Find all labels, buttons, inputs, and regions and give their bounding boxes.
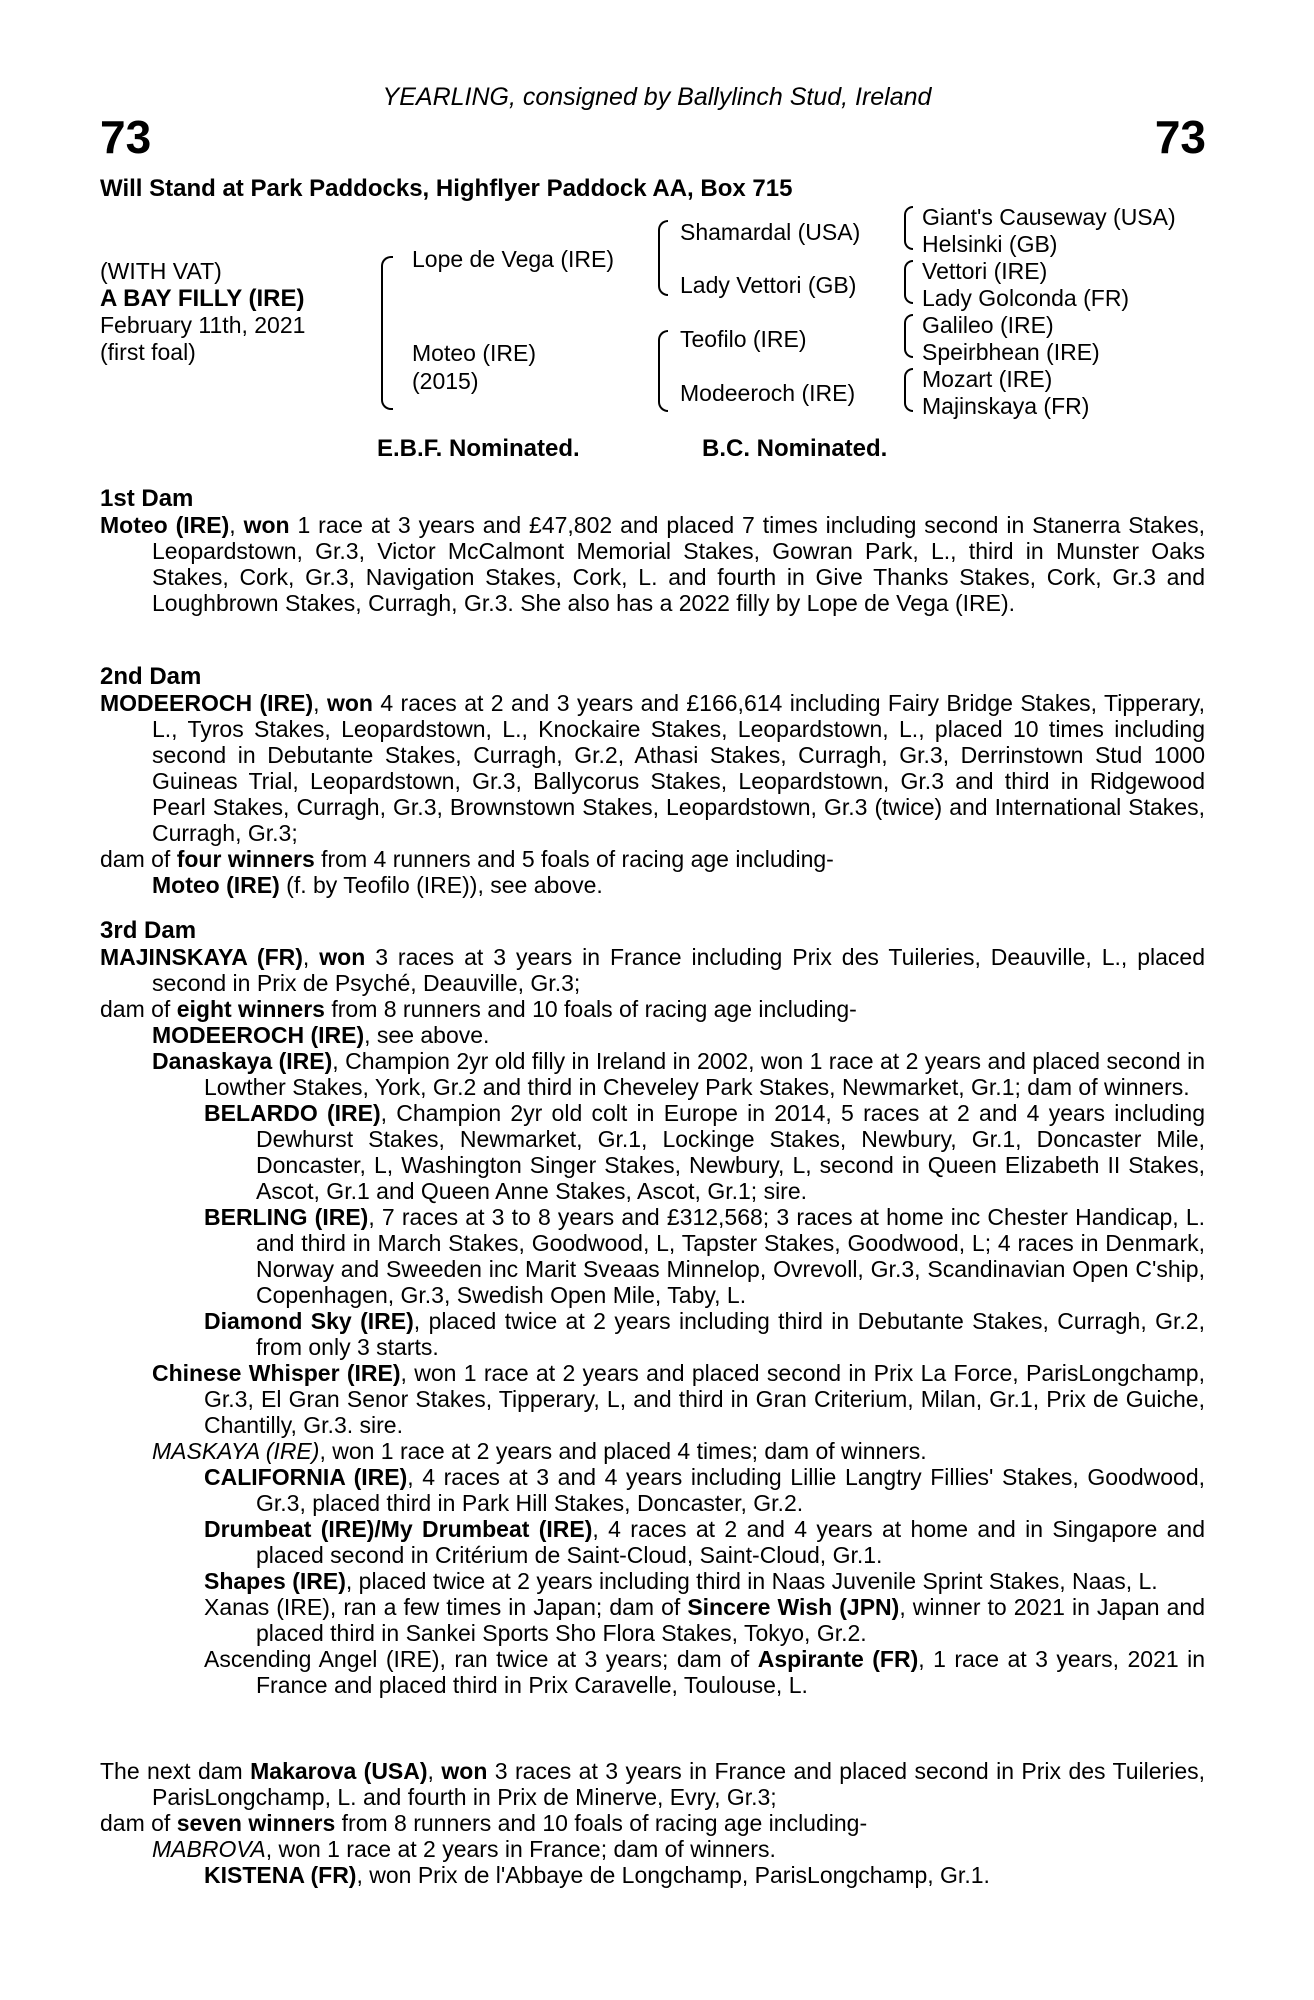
progeny-entry [100,1594,1205,1646]
progeny-entry [100,1438,1205,1464]
progeny-text: , won 1 race at 2 years in France; dam of winners. [265,1836,776,1862]
second-dam-section [100,664,1205,898]
progeny-name: KISTENA (FR) [204,1862,357,1888]
lot-number-left: 73 [100,111,152,163]
section-heading: 3rd Dam [100,917,197,944]
pedigree-dam-dam: Modeeroch (IRE) [680,380,856,406]
pedigree-sire-dam: Lady Vettori (GB) [680,272,857,298]
progeny-entry [100,1862,1205,1888]
stand-location: Will Stand at Park Paddocks, Highflyer Paddock AA, Box 715 [100,175,793,202]
dam-of-line [100,846,1205,872]
dam-text: 3 races at 3 years in France including Prix des Tuileries, Deauville, L., placed second in Prix de Psyché, Deauville, Gr.3; [152,944,1206,996]
dam-name: Moteo (IRE) [100,512,230,538]
progeny-text: , won 1 race at 2 years and placed second in Prix La Force, ParisLongchamp, Gr.3, El Gran Senor Stakes, Tipperary, L, and third in Gran Criterium, Milan, Gr.1, Prix de Guiche, Chantilly, Gr.3. sire. [204,1360,1205,1438]
progeny-entry [100,1204,1205,1308]
pedigree-g1: Giant's Causeway (USA) [922,204,1176,230]
section-heading: 1st Dam [100,485,194,512]
next-dam-pre: The next dam [100,1758,251,1784]
progeny-text: , Champion 2yr old filly in Ireland in 2002, won 1 race at 2 years and placed second in Lowther Stakes, York, Gr.2 and third in Cheveley Park Stakes, Newmarket, Gr.1; dam of winners. [204,1048,1205,1100]
dam-record: The next dam Makarova (USA), won 3 races at 3 years in France and placed second in Prix des Tuileries, ParisLongchamp, L. and fourth in Prix de Minerve, Evry, Gr.3; [100,1758,1205,1810]
dam-record: Moteo (IRE), won 1 race at 3 years and £47,802 and placed 7 times including second in Stanerra Stakes, Leopardstown, Gr.3, Victor McCalmont Memorial Stakes, Gowran Park, L., third in Munster Oaks Stakes, Cork, Gr.3, Navigation Stakes, Cork, L. and fourth in Give Thanks Stakes, Cork, Gr.3 and Loughbrown Stakes, Curragh, Gr.3. She also has a 2022 filly by Lope de Vega (IRE). [100,512,1205,616]
dam-of-post: from 8 runners and 10 foals of racing age including- [324,996,857,1022]
progeny-text: , won Prix de l'Abbaye de Longchamp, ParisLongchamp, Gr.1. [356,1862,990,1888]
horse-info [100,258,305,366]
progeny-name: Moteo (IRE) [152,872,280,898]
winners-count: eight winners [176,996,325,1022]
consignment-line: YEARLING, consigned by Ballylinch Stud, Ireland [382,83,932,111]
pedigree-dam-sire: Teofilo (IRE) [680,326,807,352]
third-dam-section [100,918,1205,1698]
progeny-name: Drumbeat (IRE)/My Drumbeat (IRE) [204,1516,593,1542]
progeny-entry [100,1516,1205,1568]
progeny-text: , placed twice at 2 years including third in Naas Juvenile Sprint Stakes, Naas, L. [345,1568,1158,1594]
pedigree-brace-main [381,256,393,410]
progeny-name: BELARDO (IRE) [204,1100,381,1126]
pedigree-brace-dam [658,330,668,412]
progeny-text: , 4 races at 2 and 4 years at home and in Singapore and placed second in Critérium de Saint-Cloud, Saint-Cloud, Gr.1. [256,1516,1205,1568]
next-dam-section [100,1758,1205,1888]
dam-record: MODEEROCH (IRE), won 4 races at 2 and 3 years and £166,614 including Fairy Bridge Stakes, Tipperary, L., Tyros Stakes, Leopardstown, L., Knockaire Stakes, Leopardstown, L., placed 10 times including second in Debutante Stakes, Curragh, Gr.2, Athasi Stakes, Curragh, Gr.3, Derrinstown Stud 1000 Guineas Trial, Leopardstown, Gr.3, Ballycorus Stakes, Leopardstown, Gr.3 and third in Ridgewood Pearl Stakes, Curragh, Gr.3, Brownstown Stakes, Leopardstown, Gr.3 (twice) and International Stakes, Curragh, Gr.3; [100,690,1205,846]
pedigree-g6: Speirbhean (IRE) [922,339,1100,365]
dam-text: 3 races at 3 years in France and placed second in Prix des Tuileries, ParisLongchamp, L. and fourth in Prix de Minerve, Evry, Gr.3; [152,1758,1205,1810]
progeny-entry [100,1360,1205,1438]
progeny-entry [100,1022,1205,1048]
pedigree-g5: Galileo (IRE) [922,312,1054,338]
pedigree-dam: Moteo (IRE) [412,340,536,366]
pedigree-brace-sire [658,220,668,296]
pedigree-sire: Lope de Vega (IRE) [412,246,615,272]
progeny-name: Shapes (IRE) [204,1568,346,1594]
dam-of-post: from 8 runners and 10 foals of racing age including- [335,1810,868,1836]
dam-of-post: from 4 runners and 5 foals of racing age including- [314,846,834,872]
foaling-date: February 11th, 2021 [100,312,306,338]
progeny-name: Danaskaya (IRE) [152,1048,333,1074]
first-dam-section [100,486,1205,616]
dam-of-line [100,1810,1205,1836]
progeny-name: MASKAYA (IRE) [152,1438,320,1464]
progeny-text: , 7 races at 3 to 8 years and £312,568; 3 races at home inc Chester Handicap, L. and third in March Stakes, Goodwood, L, Tapster Stakes, Goodwood, L; 4 races in Denmark, Norway and Sweeden inc Marit Sveaas Minnelop, Ovrevoll, Gr.3, Scandinavian Open C'ship, Copenhagen, Gr.3, Swedish Open Mile, Taby, L. [256,1204,1205,1308]
pedigree-brace-g3 [904,314,913,358]
progeny-text: , 4 races at 3 and 4 years including Lillie Langtry Fillies' Stakes, Goodwood, Gr.3, placed third in Park Hill Stakes, Doncaster, Gr.2. [256,1464,1205,1516]
pedigree-g7: Mozart (IRE) [922,366,1053,392]
progeny-name: MABROVA [152,1836,266,1862]
pedigree-brace-g2 [904,260,913,304]
dam-of-pre: dam of [100,1810,177,1836]
pedigree-brace-g4 [904,368,913,412]
horse-name: A BAY FILLY (IRE) [100,285,305,312]
progeny-name: MODEEROCH (IRE) [152,1022,365,1048]
progeny-entry [100,1836,1205,1862]
progeny-text: , won 1 race at 2 years and placed 4 times; dam of winners. [319,1438,927,1464]
dam-of-line [100,996,1205,1022]
lot-number-right: 73 [1154,111,1206,163]
dam-name: Makarova (USA) [250,1758,428,1784]
progeny-text: (f. by Teofilo (IRE)), see above. [279,872,603,898]
progeny-text: , see above. [364,1022,490,1048]
dam-of-pre: dam of [100,996,177,1022]
dam-text: 1 race at 3 years and £47,802 and placed 7 times including second in Stanerra Stakes, Leopardstown, Gr.3, Victor McCalmont Memorial Stakes, Gowran Park, L., third in Munster Oaks Stakes, Cork, Gr.3, Navigation Stakes, Cork, L. and fourth in Give Thanks Stakes, Cork, Gr.3 and Loughbrown Stakes, Curragh, Gr.3. She also has a 2022 filly by Lope de Vega (IRE). [152,512,1205,616]
bc-nomination: B.C. Nominated. [702,435,888,462]
pedigree-sire-sire: Shamardal (USA) [680,219,861,245]
won-label: won [441,1758,488,1784]
pedigree-g8: Majinskaya (FR) [922,393,1090,419]
progeny-text: Ascending Angel (IRE), ran twice at 3 years; dam of [204,1646,758,1672]
dam-name: MODEEROCH (IRE) [100,690,314,716]
dam-text: 4 races at 2 and 3 years and £166,614 including Fairy Bridge Stakes, Tipperary, L., Tyros Stakes, Leopardstown, L., Knockaire Stakes, Leopardstown, L., placed 10 times including second in Debutante Stakes, Curragh, Gr.2, Athasi Stakes, Curragh, Gr.3, Derrinstown Stud 1000 Guineas Trial, Leopardstown, Gr.3, Ballycorus Stakes, Leopardstown, Gr.3 and third in Ridgewood Pearl Stakes, Curragh, Gr.3, Brownstown Stakes, Leopardstown, Gr.3 (twice) and International Stakes, Curragh, Gr.3; [152,690,1205,846]
pedigree-g3: Vettori (IRE) [922,258,1048,284]
progeny-entry [100,1646,1205,1698]
dam-name: MAJINSKAYA (FR) [100,944,303,970]
section-heading: 2nd Dam [100,663,202,690]
won-label: won [243,512,290,538]
pedigree-g4: Lady Golconda (FR) [922,285,1130,311]
ebf-nomination: E.B.F. Nominated. [377,435,580,462]
winners-count: four winners [176,846,315,872]
pedigree-dam-year: (2015) [412,368,479,394]
progeny-entry [100,1568,1205,1594]
dam-of-pre: dam of [100,846,177,872]
progeny-text: Xanas (IRE), ran a few times in Japan; dam of [204,1594,688,1620]
foal-note: (first foal) [100,339,196,365]
progeny-name: Diamond Sky (IRE) [204,1308,414,1334]
won-label: won [326,690,373,716]
progeny-name: Sincere Wish (JPN) [687,1594,900,1620]
progeny-entry [100,872,1205,898]
pedigree-g2: Helsinki (GB) [922,231,1058,257]
winners-count: seven winners [176,1810,336,1836]
pedigree-brace-g1 [904,206,913,250]
progeny-text: , winner to 2021 in Japan and placed third in Sankei Sports Sho Flora Stakes, Tokyo, Gr.2. [256,1594,1205,1646]
progeny-text: , 1 race at 3 years, 2021 in France and placed third in Prix Caravelle, Toulouse, L. [256,1646,1205,1698]
progeny-name: Chinese Whisper (IRE) [152,1360,401,1386]
dam-record: MAJINSKAYA (FR), won 3 races at 3 years in France including Prix des Tuileries, Deauville, L., placed second in Prix de Psyché, Deauville, Gr.3; [100,944,1206,996]
progeny-entry [100,1100,1205,1204]
won-label: won [319,944,366,970]
progeny-name: CALIFORNIA (IRE) [204,1464,408,1490]
progeny-entry [100,1308,1205,1360]
progeny-entry [100,1464,1205,1516]
progeny-name: Aspirante (FR) [757,1646,919,1672]
vat-note: (WITH VAT) [100,258,222,284]
progeny-name: BERLING (IRE) [204,1204,369,1230]
progeny-text: , placed twice at 2 years including third in Debutante Stakes, Curragh, Gr.2, from only 3 starts. [256,1308,1205,1360]
progeny-text: , Champion 2yr old colt in Europe in 2014, 5 races at 2 and 4 years including Dewhurst Stakes, Newmarket, Gr.1, Lockinge Stakes, Newbury, Gr.1, Doncaster Mile, Doncaster, L, Washington Singer Stakes, Newbury, L, second in Queen Elizabeth II Stakes, Ascot, Gr.1 and Queen Anne Stakes, Ascot, Gr.1; sire. [256,1100,1205,1204]
progeny-entry [100,1048,1205,1100]
